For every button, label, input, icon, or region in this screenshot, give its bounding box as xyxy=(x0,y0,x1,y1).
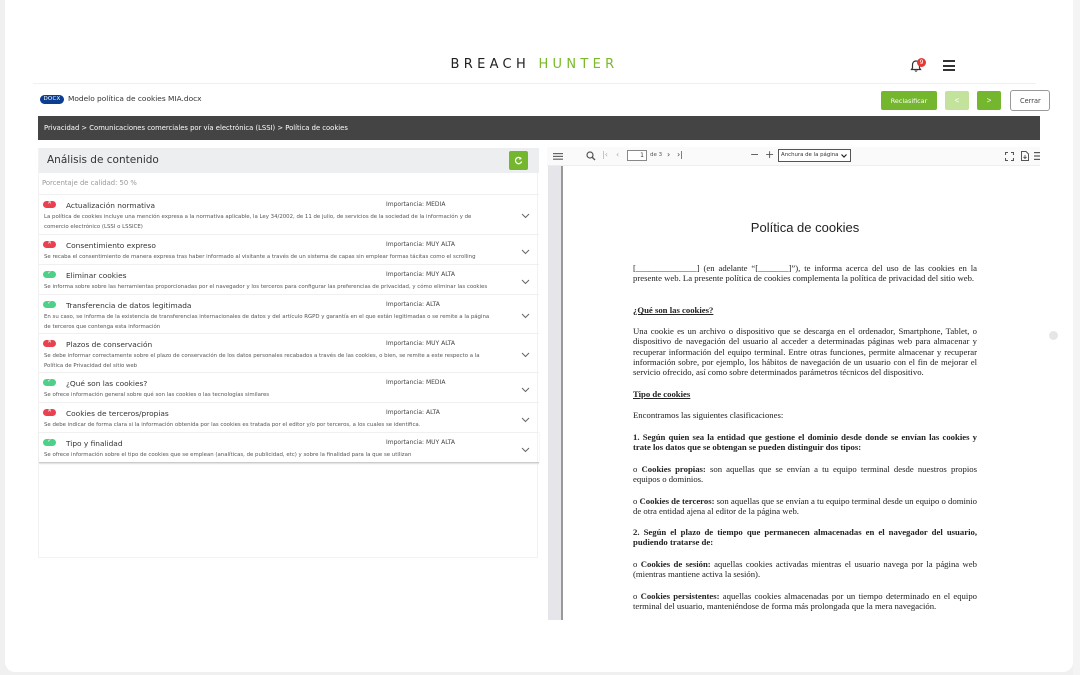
item-title: Cookies de terceros/propias xyxy=(66,409,169,418)
pass-status-icon: ✓ xyxy=(43,379,56,386)
content-analysis-panel xyxy=(38,148,538,558)
document-title: Política de cookies xyxy=(750,220,860,235)
analysis-item[interactable] xyxy=(39,402,539,432)
item-description: Se ofrece información general sobre qué son las cookies o las tecnologías similares xyxy=(44,392,270,398)
item-description: En su caso, se informa de la existencia de transferencias internacionales de datos y del artículo RGPD y garantía en el que están legitimadas o se remite a la página de terceros que contenga esta información xyxy=(44,314,490,330)
pass-status-icon: ✓ xyxy=(43,301,56,308)
item-description: Se debe indicar de forma clara si la información obtenida por las cookies es tratada por el editor y/o por terceros, a los cuales se identifica. xyxy=(44,422,421,428)
page-gutter xyxy=(1073,0,1080,675)
scroll-indicator[interactable] xyxy=(1049,331,1058,340)
fail-status-icon: ✕ xyxy=(43,201,56,208)
item-importance: Importancia: MUY ALTA xyxy=(386,340,456,347)
sidebar-toggle-icon[interactable] xyxy=(553,153,563,160)
item-description: Se debe informar correctamente sobre el plazo de conservación de los datos personales recabados a través de las cookies, o bien, se remite a este respecto a la Política de Privacidad del sitio web xyxy=(44,353,480,369)
document-heading: Tipo de cookies xyxy=(633,389,691,399)
previous-button[interactable]: < xyxy=(945,91,969,110)
chevron-down-icon[interactable] xyxy=(521,447,530,453)
top-header xyxy=(33,48,1036,84)
document-bullet: o Cookies de terceros: son aquellas que se envían a tu equipo terminal desde un equipo o dominio de otra entidad ajena al editor de la página web. xyxy=(633,496,978,517)
item-importance: Importancia: MUY ALTA xyxy=(386,271,456,278)
chevron-down-icon[interactable] xyxy=(521,249,530,255)
chevron-down-icon[interactable] xyxy=(521,313,530,319)
refresh-button[interactable] xyxy=(509,151,528,170)
item-description: Se recaba el consentimiento de manera expresa tras haber informado al visitante a través de un sistema de capas sin emplear formas tácitas como el scrolling xyxy=(44,254,476,260)
next-page-icon[interactable]: › xyxy=(667,150,671,159)
pdf-viewer[interactable] xyxy=(547,166,1040,620)
analysis-title: Análisis de contenido xyxy=(47,154,159,166)
refresh-icon xyxy=(514,156,523,165)
document-bullet: o Cookies persistentes: aquellas cookies almacenadas por un tiempo determinado en el equipo terminal del usuario, manteniéndose de forma más prolongada que la mera navegación. xyxy=(633,591,978,612)
brand-word-hunter: HUNTER xyxy=(538,57,619,72)
thumbnail-sidebar-gutter xyxy=(548,166,563,620)
download-document-icon[interactable] xyxy=(1021,151,1029,161)
file-row xyxy=(35,90,1040,112)
fail-status-icon: ✕ xyxy=(43,241,56,248)
document-subheading: 1. Según quien sea la entidad que gestione el dominio desde donde se envían las cookies y trate los datos que se obtengan se pueden distinguir dos tipos: xyxy=(633,432,977,453)
chevron-down-icon[interactable] xyxy=(521,213,530,219)
document-intro: [______________] (en adelante “[_______]”), te informa acerca del uso de las cookies en la presente web. La presente política de cookies complementa la política de privacidad del sitio web. xyxy=(633,263,977,284)
notification-badge: 9 xyxy=(917,58,926,67)
breadcrumb: Privacidad > Comunicaciones comerciales por vía electrónica (LSSI) > Política de cookies xyxy=(38,116,1040,140)
item-title: Plazos de conservación xyxy=(66,340,153,349)
document-subheading: 2. Según el plazo de tiempo que permanecen almacenadas en el navegador del usuario, pudiendo tratarse de: xyxy=(633,527,977,548)
item-title: Actualización normativa xyxy=(66,201,155,210)
item-description: Se informa sobre sobre las herramientas proporcionadas por el navegador y los terceros para configurar las preferencias de privacidad, y cómo eliminar las cookies xyxy=(44,284,488,290)
item-importance: Importancia: ALTA xyxy=(386,409,440,416)
chevron-down-icon[interactable] xyxy=(521,352,530,358)
document-bullet: o Cookies de sesión: aquellas cookies activadas mientras el usuario navega por la página web (mientras mantiene activa la sesión). xyxy=(633,559,977,580)
analysis-item[interactable] xyxy=(39,432,539,463)
zoom-level-value: Anchura de la página xyxy=(781,152,839,158)
zoom-out-icon[interactable]: − xyxy=(750,148,760,161)
analysis-item[interactable] xyxy=(39,234,539,264)
item-description: Se ofrece información sobre el tipo de cookies que se emplean (analíticas, de publicidad, etc) y sobre la finalidad para la que se utilizan xyxy=(44,452,412,458)
file-name: Modelo política de cookies MIA.docx xyxy=(68,94,202,103)
page-total: de 3 xyxy=(650,152,663,158)
chevron-down-icon[interactable] xyxy=(521,279,530,285)
pdf-viewer-toolbar xyxy=(547,147,1040,166)
document-paragraph: Una cookie es un archivo o dispositivo que se descarga en el ordenador, Smartphone, Tablet, o dispositivo de navegación del usuario al acceder a determinadas páginas web para almacenar y recuperar información del equipo terminal. Entre otras funciones, permite almacenar y recuperar información sobre, por ejemplo, los hábitos de navegación de un usuario con el fin de mejorar el servicio ofrecido, así como sobre determinados parámetros técnicos del dispositivo. xyxy=(633,326,977,378)
reclassify-button[interactable]: Reclasificar xyxy=(881,91,937,110)
document-bullet: o Cookies propias: son aquellas que se envían a tu equipo terminal desde nuestros propios equipos o dominios. xyxy=(633,464,978,485)
fail-status-icon: ✕ xyxy=(43,340,56,347)
chevron-down-icon[interactable] xyxy=(521,417,530,423)
item-importance: Importancia: MEDIA xyxy=(386,201,446,208)
document-heading: ¿Qué son las cookies? xyxy=(633,305,714,315)
hamburger-menu-icon[interactable] xyxy=(943,60,955,71)
item-title: Eliminar cookies xyxy=(66,271,127,280)
chevron-down-icon xyxy=(841,154,847,158)
search-icon[interactable] xyxy=(586,151,596,161)
quality-percentage: Porcentaje de calidad: 50 % xyxy=(42,179,137,187)
item-importance: Importancia: MUY ALTA xyxy=(386,439,456,446)
fullscreen-icon[interactable] xyxy=(1005,152,1014,161)
item-title: Consentimiento expreso xyxy=(66,241,156,250)
analysis-item[interactable] xyxy=(39,372,539,402)
analysis-items-list xyxy=(39,194,539,463)
item-title: ¿Qué son las cookies? xyxy=(66,379,148,388)
analysis-item[interactable] xyxy=(39,194,539,234)
item-importance: Importancia: MEDIA xyxy=(386,379,446,386)
pass-status-icon: ✓ xyxy=(43,271,56,278)
first-page-icon[interactable]: |‹ xyxy=(602,150,608,159)
last-page-icon[interactable]: ›| xyxy=(677,150,683,159)
analysis-item[interactable] xyxy=(39,264,539,294)
analysis-item[interactable] xyxy=(39,333,539,372)
fail-status-icon: ✕ xyxy=(43,409,56,416)
brand-logo[interactable] xyxy=(33,57,1036,72)
item-description: La política de cookies incluye una mención expresa a la normativa aplicable, la Ley 34/2002, de 11 de julio, de servicios de la sociedad de la información y de comercio electrónico (LSSI o LSSICE) xyxy=(44,214,472,230)
page-number-input[interactable]: 1 xyxy=(627,150,647,161)
analysis-item[interactable] xyxy=(39,294,539,333)
item-title: Tipo y finalidad xyxy=(66,439,123,448)
more-tools-icon[interactable] xyxy=(1034,152,1040,160)
analysis-header xyxy=(39,148,539,173)
close-button[interactable]: Cerrar xyxy=(1010,90,1050,111)
next-button[interactable]: > xyxy=(977,91,1001,110)
item-importance: Importancia: ALTA xyxy=(386,301,440,308)
previous-page-icon[interactable]: ‹ xyxy=(616,150,620,159)
pass-status-icon: ✓ xyxy=(43,439,56,446)
brand-word-breach: BREACH xyxy=(450,57,531,72)
file-type-badge: DOCX xyxy=(40,95,64,104)
item-title: Transferencia de datos legitimada xyxy=(66,301,192,310)
document-paragraph: Encontramos las siguientes clasificaciones: xyxy=(633,410,784,420)
item-importance: Importancia: MUY ALTA xyxy=(386,241,456,248)
zoom-level-select[interactable] xyxy=(778,149,851,162)
chevron-down-icon[interactable] xyxy=(521,387,530,393)
zoom-in-icon[interactable]: + xyxy=(765,148,775,161)
